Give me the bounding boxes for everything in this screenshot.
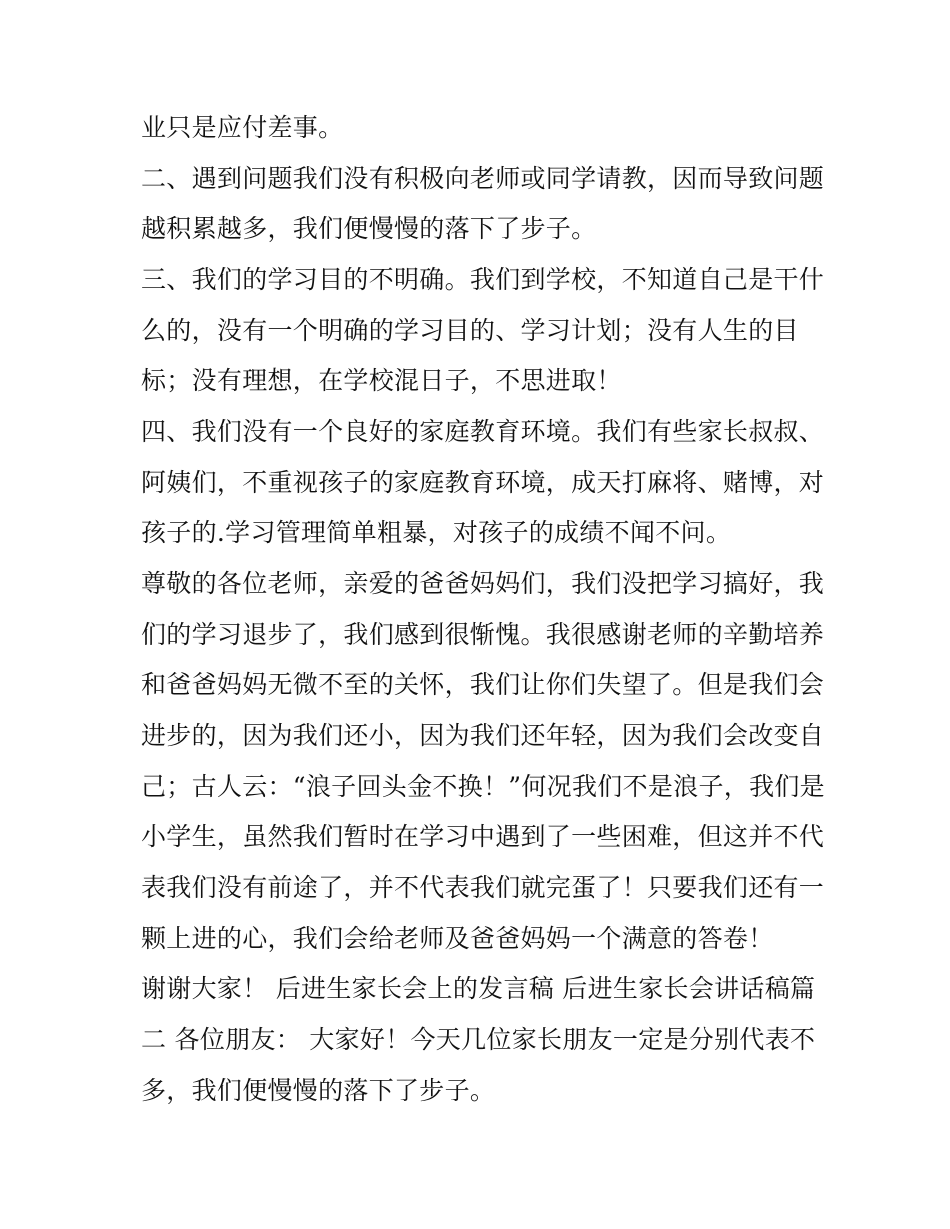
text-line: 四、我们没有一个良好的家庭教育环境。我们有些家长叔叔、 <box>141 417 825 446</box>
text-line: 和爸爸妈妈无微不至的关怀，我们让你们失望了。但是我们会 <box>141 670 825 699</box>
text-line: 们的学习退步了，我们感到很惭愧。我很感谢老师的辛勤培养 <box>141 620 825 649</box>
text-line: 颗上进的心，我们会给老师及爸爸妈妈一个满意的答卷！ <box>141 924 774 953</box>
text-line: 么的，没有一个明确的学习目的、学习计划；没有人生的目 <box>141 316 799 345</box>
text-line: 孩子的.学习管理简单粗暴，对孩子的成绩不闻不问。 <box>141 518 732 547</box>
text-line: 谢谢大家！ 后进生家长会上的发言稿 后进生家长会讲话稿篇 <box>141 974 816 1003</box>
text-line: 阿姨们，不重视孩子的家庭教育环境，成天打麻将、赌博，对 <box>141 468 825 497</box>
text-line: 二 各位朋友： 大家好！今天几位家长朋友一定是分别代表不 <box>141 1025 816 1054</box>
text-line: 业只是应付差事。 <box>141 113 344 142</box>
text-line: 越积累越多，我们便慢慢的落下了步子。 <box>141 214 597 243</box>
text-line: 二、遇到问题我们没有积极向老师或同学请教，因而导致问题 <box>141 164 825 193</box>
text-line: 多，我们便慢慢的落下了步子。 <box>141 1076 496 1105</box>
text-line: 小学生，虽然我们暂时在学习中遇到了一些困难，但这并不代 <box>141 822 825 851</box>
text-line: 尊敬的各位老师，亲爱的爸爸妈妈们，我们没把学习搞好，我 <box>141 569 825 598</box>
text-line: 标；没有理想，在学校混日子，不思进取！ <box>141 366 622 395</box>
text-line: 表我们没有前途了，并不代表我们就完蛋了！只要我们还有一 <box>141 873 825 902</box>
text-line: 进步的，因为我们还小，因为我们还年轻，因为我们会改变自 <box>141 721 825 750</box>
text-line: 三、我们的学习目的不明确。我们到学校，不知道自己是干什 <box>141 265 825 294</box>
text-line: 己；古人云：“浪子回头金不换！”何况我们不是浪子，我们是 <box>141 772 825 801</box>
